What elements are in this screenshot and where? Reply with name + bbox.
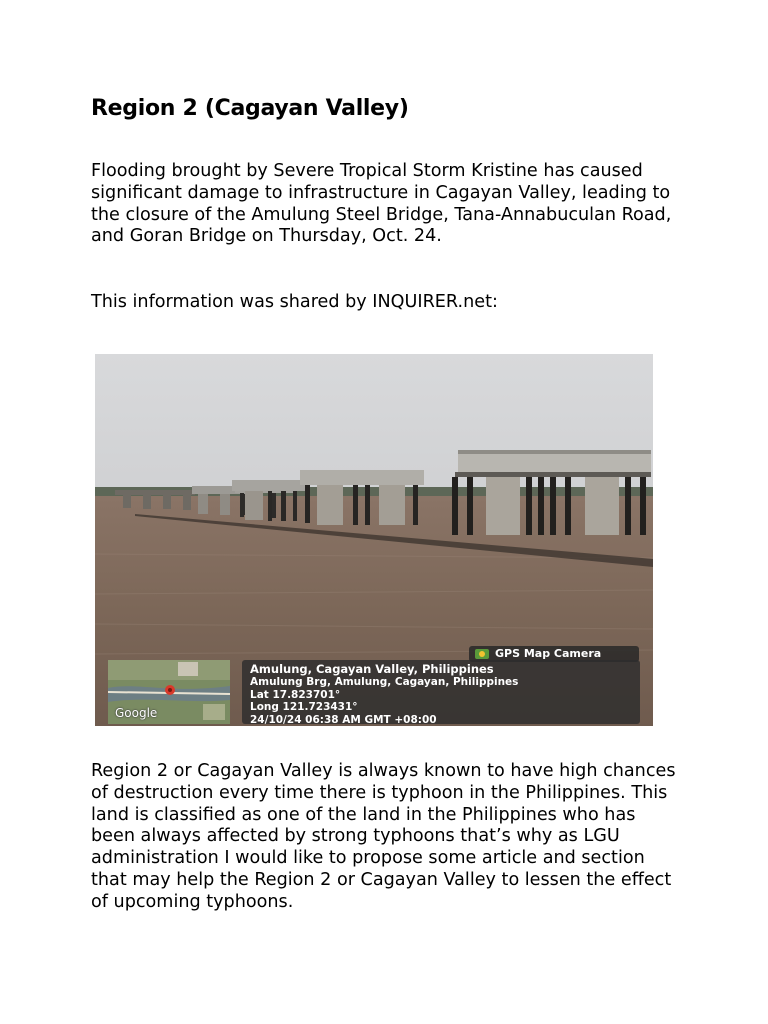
source-paragraph: This information was shared by INQUIRER.net: — [91, 292, 498, 312]
location-address: Amulung Brg, Amulung, Cagayan, Philippines — [250, 676, 519, 688]
body-paragraph: Region 2 or Cagayan Valley is always known to have high chances of destruction every time there is typhoon in the Philippines. This land is classified as one of the land in the Philippines who has been always affected by strong typhoons that’s why as LGU administration I would like to propose some article and section that may help the Region 2 or Cagayan Valley to lessen the effect of upcoming typhoons. — [91, 761, 676, 912]
intro-paragraph: Flooding brought by Severe Tropical Storm Kristine has caused significant damage to infrastructure in Cagayan Valley, leading to the closure of the Amulung Steel Bridge, Tana-Annabuculan Road, and Goran Bridge on Thursday, Oct. 24. — [91, 161, 672, 247]
gps-camera-label: GPS Map Camera — [495, 647, 602, 660]
gps-info-panel — [242, 660, 640, 724]
page-title: Region 2 (Cagayan Valley) — [91, 96, 409, 121]
mini-map — [108, 660, 230, 724]
flood-bridge-photo — [95, 354, 653, 726]
google-label: Google — [115, 706, 158, 720]
camera-icon — [475, 649, 489, 659]
longitude: Long 121.723431° — [250, 701, 358, 713]
location-title: Amulung, Cagayan Valley, Philippines — [250, 662, 494, 676]
timestamp: 24/10/24 06:38 AM GMT +08:00 — [250, 713, 437, 726]
latitude: Lat 17.823701° — [250, 688, 341, 701]
